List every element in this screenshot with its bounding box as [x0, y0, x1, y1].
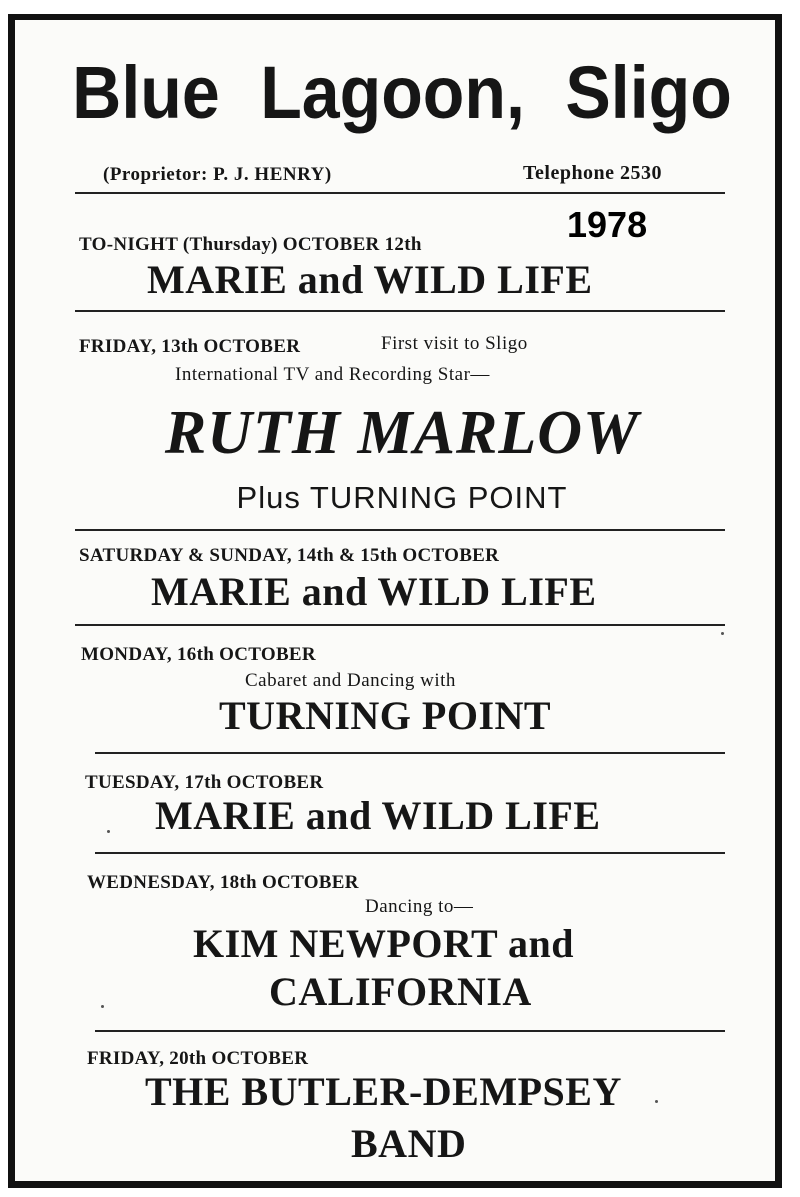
- listing-act: MARIE and WILD LIFE: [151, 569, 597, 614]
- header-divider: [75, 192, 725, 194]
- listing-divider: [95, 752, 725, 754]
- print-speck: [107, 830, 110, 833]
- print-speck: [101, 1005, 104, 1008]
- listing-divider: [75, 310, 725, 312]
- listing-act: KIM NEWPORT and: [193, 921, 574, 966]
- listing-act: MARIE and WILD LIFE: [155, 793, 601, 838]
- venue-title-word-lagoon: Lagoon,: [260, 51, 525, 134]
- proprietor-line: (Proprietor: P. J. HENRY): [103, 164, 332, 185]
- venue-title: [46, 50, 758, 135]
- listing-act-continued: BAND: [351, 1121, 467, 1166]
- listing-note: Cabaret and Dancing with: [245, 670, 456, 691]
- year-label: 1978: [567, 204, 648, 245]
- listing-act: MARIE and WILD LIFE: [147, 257, 593, 302]
- venue-title-word-sligo: Sligo: [565, 51, 732, 134]
- listing-date: TUESDAY, 17th OCTOBER: [85, 772, 324, 793]
- print-speck: [721, 632, 724, 635]
- listing-date: FRIDAY, 13th OCTOBER: [79, 336, 301, 357]
- listing-date: TO-NIGHT (Thursday) OCTOBER 12th: [79, 234, 422, 255]
- listing-note: International TV and Recording Star—: [175, 364, 490, 385]
- listing-act-continued: CALIFORNIA: [269, 969, 532, 1014]
- listing-date: SATURDAY & SUNDAY, 14th & 15th OCTOBER: [79, 545, 500, 566]
- listing-divider: [95, 1030, 725, 1032]
- listing-date: WEDNESDAY, 18th OCTOBER: [87, 872, 359, 893]
- listing-support-act: Plus TURNING POINT: [236, 480, 568, 515]
- listing-divider: [75, 624, 725, 626]
- listing-divider: [75, 529, 725, 531]
- listing-note: First visit to Sligo: [381, 333, 528, 354]
- listing-note: Dancing to—: [365, 896, 474, 917]
- advertisement-frame: [8, 14, 782, 1188]
- listing-act: TURNING POINT: [219, 693, 552, 738]
- telephone-line: Telephone 2530: [523, 162, 663, 184]
- listing-headliner: RUTH MARLOW: [164, 399, 640, 467]
- listing-act: THE BUTLER-DEMPSEY: [145, 1069, 622, 1114]
- listing-date: MONDAY, 16th OCTOBER: [81, 644, 316, 665]
- listing-date: FRIDAY, 20th OCTOBER: [87, 1048, 309, 1069]
- listing-divider: [95, 852, 725, 854]
- venue-title-word-blue: Blue: [72, 51, 220, 134]
- print-speck: [655, 1100, 658, 1103]
